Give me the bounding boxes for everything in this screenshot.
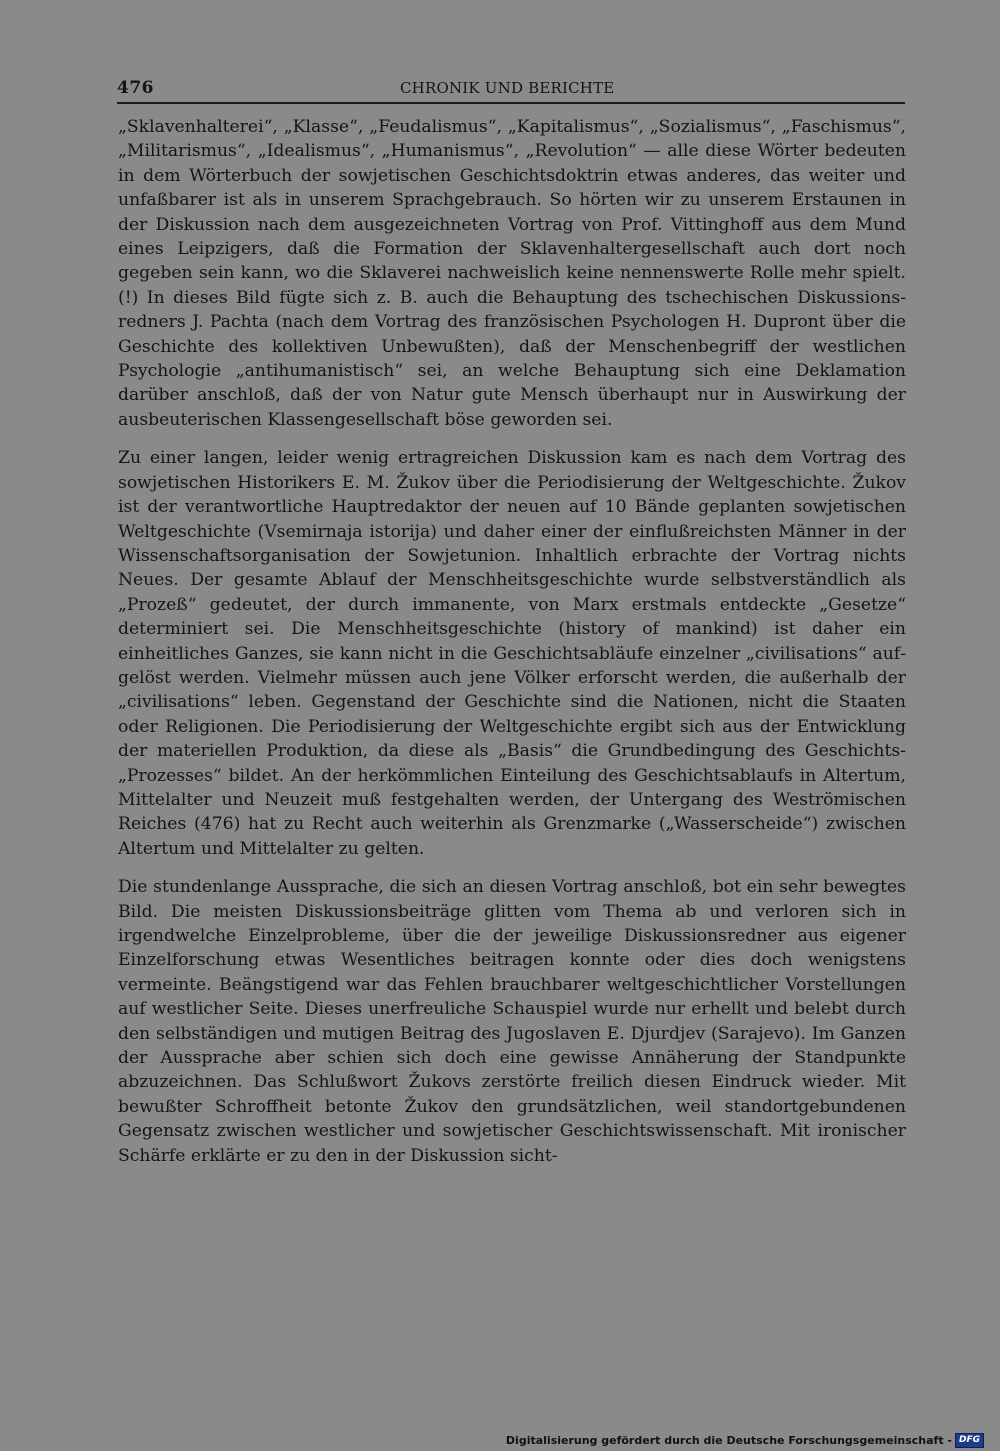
digitization-credit <box>506 1432 984 1448</box>
paragraph: Zu einer langen, leider wenig ertragreichen Diskussion kam es nach dem Vortrag des sowjetischen Historikers E. M. Žukov über die Periodisierung der Weltgeschichte. Žukov ist der verantwortliche Hauptredaktor der neuen auf 10 Bände geplanten sowjetischen Weltgeschichte (Vsemirnaja istorija) und daher einer der einflußreichsten Männer in der Wissenschaftsorganisation der Sowjetunion. Inhaltlich erbrachte der Vortrag nichts Neues. Der gesamte Ablauf der Menschheitsgeschichte wurde selbstverständlich als „Prozeß“ gedeutet, der durch immanente, von Marx erstmals entdeckte „Gesetze“ determiniert sei. Die Menschheitsgeschichte (history of mankind) ist daher ein einheitliches Ganzes, sie kann nicht in die Geschichtsabläufe einzelner „civilisations“ aufgelöst werden. Vielmehr müssen auch jene Völker erforscht werden, die außerhalb der „civilisations“ leben. Gegenstand der Geschichte sind die Nationen, nicht die Staaten oder Religionen. Die Periodisierung der Weltgeschichte ergibt sich aus der Entwicklung der materiellen Produktion, da diese als „Basis“ die Grundbedingung des Geschichts-„Prozesses“ bildet. An der herkömmlichen Einteilung des Geschichtsablaufs in Altertum, Mittelalter und Neuzeit muß festgehalten werden, der Untergang des Weströmischen Reiches (476) hat zu Recht auch weiterhin als Grenzmarke („Wasserscheide“) zwischen Altertum und Mittelalter zu gelten. <box>118 448 906 859</box>
article-body <box>118 115 906 1182</box>
running-title: CHRONIK UND BERICHTE <box>400 79 615 97</box>
paragraph: Die stundenlange Aussprache, die sich an diesen Vortrag anschloß, bot ein sehr bewegtes Bild. Die meisten Diskussionsbeiträge glitten vom Thema ab und verloren sich in irgendwelche Einzelprobleme, über die der jeweilige Diskussionsredner aus eigener Einzelforschung etwas Wesentliches beitragen konnte oder dies doch wenigstens vermeinte. Beängstigend war das Fehlen brauchbarer weltgeschichtlicher Vorstellungen auf westlicher Seite. Dieses unerfreuliche Schauspiel wurde nur erhellt und belebt durch den selbständigen und mutigen Beitrag des Jugoslaven E. Djurdjev (Sarajevo). Im Ganzen der Aussprache aber schien sich doch eine gewisse Annäherung der Standpunkte abzuzeichnen. Das Schlußwort Žukovs zerstörte freilich diesen Eindruck wieder. Mit bewußter Schroffheit betonte Žukov den grundsätzlichen, weil standortgebundenen Gegensatz zwischen westlicher und sowjetischer Geschichtswissenschaft. Mit ironischer Schärfe erklärte er zu den in der Diskussion sicht- <box>118 877 906 1166</box>
paragraph: „Sklavenhalterei“, „Klasse“, „Feudalismus“, „Kapitalismus“, „Sozialismus“, „Faschismus“, „Militarismus“, „Idealismus“, „Humanismus“, „Revolution“ — alle diese Wörter bedeuten in dem Wörterbuch der sowjetischen Geschichtsdoktrin etwas anderes, das weiter und unfaßbarer ist als in unserem Sprachgebrauch. So hörten wir zu unserem Erstaunen in der Diskussion nach dem ausgezeichneten Vortrag von Prof. Vittinghoff aus dem Mund eines Leipzigers, daß die Formation der Sklavenhaltergesellschaft auch dort noch gegeben sein kann, wo die Sklaverei nachweislich keine nennenswerte Rolle mehr spielt. (!) In dieses Bild fügte sich z. B. auch die Behauptung des tschechischen Diskussionsredners J. Pachta (nach dem Vortrag des französischen Psychologen H. Dupront über die Geschichte des kollektiven Unbewußten), daß der Menschenbegriff der westlichen Psychologie „antihumanistisch“ sei, an welche Behauptung sich eine Deklamation darüber anschloß, daß der von Natur gute Mensch überhaupt nur in Auswirkung der ausbeuterischen Klassengesellschaft böse geworden sei. <box>118 117 906 430</box>
page-number: 476 <box>117 78 154 98</box>
dfg-logo: DFG <box>955 1433 984 1448</box>
page-header <box>117 76 905 104</box>
credit-text: Digitalisierung gefördert durch die Deutsche Forschungsgemeinschaft - <box>505 1433 952 1447</box>
